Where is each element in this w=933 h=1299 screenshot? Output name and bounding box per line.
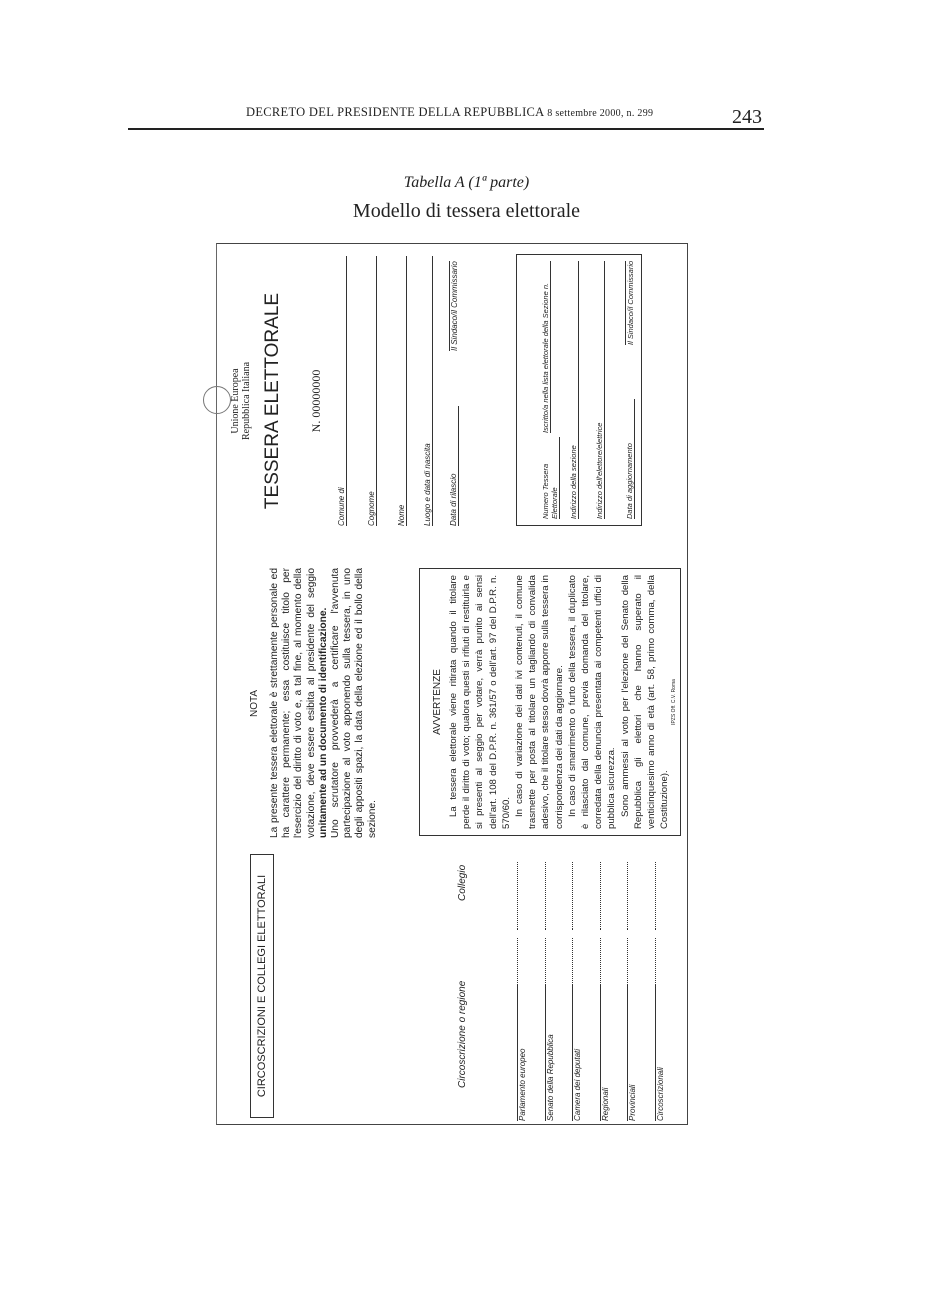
circ-row-line bbox=[627, 938, 628, 986]
circ-row: Parlamento europeo bbox=[517, 986, 527, 1121]
avvertenze-paragraph: In caso di variazione dei dati ivi contenuti, il comune trasmette per posta al titolare un tagliando di convalida adesivo, che il titolare stesso dovrà apporre sulla tessera in corrispondenza dei dati da aggiornare. bbox=[514, 575, 565, 829]
header-rule bbox=[128, 128, 764, 130]
col-collegio: Collegio bbox=[457, 864, 468, 901]
table-label: Tabella A (1ª parte) bbox=[403, 174, 530, 191]
circ-row-line bbox=[517, 938, 518, 986]
box-data-aggiornamento: Data di aggiornamento bbox=[625, 399, 635, 519]
nota-p2: Uno scrutatore provvederà a certificare l'avvenuta partecipazione al voto apponendo sulla tessera, in uno degli appositi spazi, la data della elezione ed il bollo della sezione. bbox=[330, 568, 378, 838]
emblem-eu: Unione Europea bbox=[230, 368, 241, 434]
circ-row: Regionali bbox=[600, 986, 610, 1121]
collegio-row-line bbox=[572, 862, 573, 930]
header-date: 8 settembre 2000, n. 299 bbox=[547, 108, 654, 119]
box-indirizzo-elettore: Indirizzo dell'elettore/elettrice bbox=[595, 261, 605, 519]
circ-row-line bbox=[655, 938, 656, 986]
box-iscritto: Iscritto/a nella lista elettorale della Sezione n. bbox=[541, 261, 551, 433]
voter-card bbox=[216, 243, 688, 1125]
circ-title-box: CIRCOSCRIZIONI E COLLEGI ELETTORALI bbox=[250, 854, 274, 1118]
field-1: Cognome bbox=[367, 256, 377, 526]
emblem-it: Repubblica Italiana bbox=[241, 361, 252, 441]
circ-row-line bbox=[572, 938, 573, 986]
emblem-icon bbox=[203, 386, 231, 414]
section-box bbox=[516, 254, 642, 526]
circ-row: Camera dei deputati bbox=[572, 986, 582, 1121]
avvertenze-paragraph: In caso di smarrimento o furto della tessera, il duplicato è rilasciato dal comune, previa domanda del titolare, corredata della denuncia presentata ai competenti uffici di pubblica sicurezza. bbox=[566, 575, 618, 829]
avvertenze-paragraph: La tessera elettorale viene ritirata quando il titolare perde il diritto di voto; qualora questi si rifiuti di restituirla e si presenti al seggio per votare, verrà punito ai sensi dell'art. 108 del D.P.R. n. 361/57 o dell'art. 97 del D.P.R. n. 570/60. bbox=[448, 575, 512, 829]
signature-label: Il Sindaco/il Commissario bbox=[450, 261, 459, 351]
circ-row: Circoscrizionali bbox=[655, 986, 665, 1121]
field-3: Luogo e data di nascita bbox=[423, 256, 433, 526]
field-4: Data di rilascio bbox=[449, 406, 459, 526]
avvertenze-title: AVVERTENZE bbox=[432, 669, 443, 735]
box-indirizzo-sezione: Indirizzo della sezione bbox=[569, 261, 579, 519]
avvertenze-box bbox=[419, 568, 681, 836]
nota-p1: La presente tessera elettorale è strettamente personale ed ha carattere permanente; essa costituisce titolo per l'esercizio del diritto di voto e, a tal fine, al momento della votazione, deve essere esibita al presidente del seggio bbox=[269, 568, 317, 838]
avvertenze-paragraph: Sono ammessi al voto per l'elezione del Senato della Repubblica gli elettori che hanno superato il venticinquesimo anno di età (art. 58, primo comma, della Costituzione). bbox=[619, 575, 671, 829]
nota-title: NOTA bbox=[249, 689, 260, 718]
nota-text bbox=[269, 568, 379, 838]
field-0: Comune di bbox=[337, 256, 347, 526]
page-title: Modello di tessera elettorale bbox=[352, 200, 581, 222]
header-title: DECRETO DEL PRESIDENTE DELLA REPUBBLICA bbox=[246, 105, 544, 119]
circ-row: Provinciali bbox=[627, 986, 637, 1121]
box-signature: Il Sindaco/il Commissario bbox=[626, 260, 635, 345]
emblem-text bbox=[230, 306, 252, 496]
nota-p1-bold: unitamente ad un documento di identificazione. bbox=[317, 607, 329, 838]
collegio-row-line bbox=[517, 862, 518, 930]
page-number: 243 bbox=[732, 106, 762, 128]
collegio-row-line bbox=[600, 862, 601, 930]
collegio-row-line bbox=[627, 862, 628, 930]
collegio-row-line bbox=[545, 862, 546, 930]
circ-row-line bbox=[545, 938, 546, 986]
printer-mark: IPZS Off. C.V. Roma bbox=[671, 679, 678, 725]
col-circoscrizione: Circoscrizione o regione bbox=[457, 980, 468, 1088]
circ-row: Senato della Repubblica bbox=[545, 986, 555, 1121]
field-2: Nome bbox=[397, 256, 407, 526]
box-numero: Numero Tessera Elettorale bbox=[541, 437, 560, 519]
running-header bbox=[246, 105, 653, 120]
collegio-row-line bbox=[655, 862, 656, 930]
card-number: N. 00000000 bbox=[309, 369, 323, 433]
card-title: TESSERA ELETTORALE bbox=[262, 292, 283, 510]
circ-row-line bbox=[600, 938, 601, 986]
